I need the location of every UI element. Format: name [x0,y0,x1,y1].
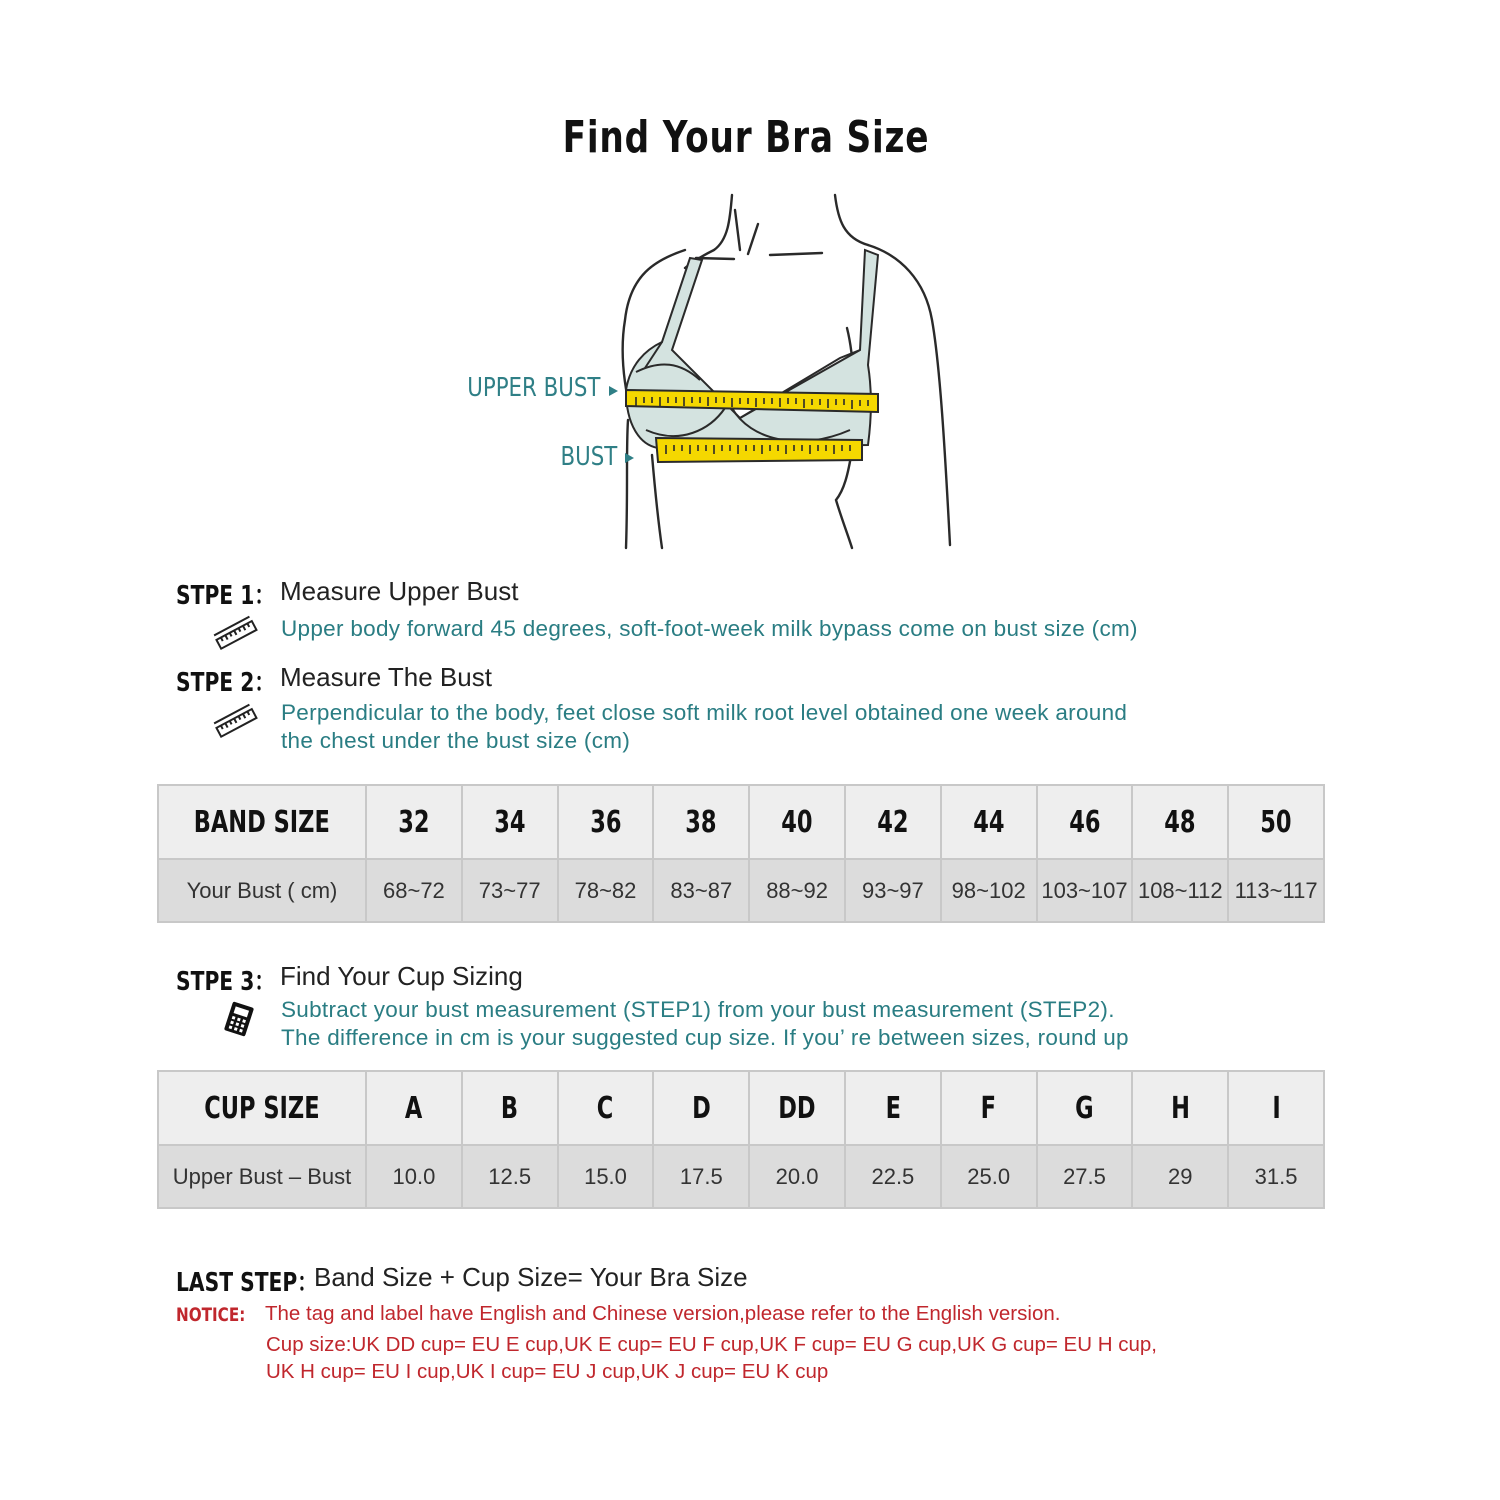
difference-cell: 20.0 [749,1145,845,1208]
step-2-title: Measure The Bust [280,662,492,692]
upper-bust-label: UPPER BUST [466,373,600,403]
step-3-description-line-2: The difference in cm is your suggested cup size. If you’ re between sizes, round up [281,1025,1129,1050]
calculator-icon [220,1000,258,1043]
difference-row-label: Upper Bust – Bust [158,1145,366,1208]
difference-cell: 27.5 [1037,1145,1133,1208]
difference-cell: 17.5 [653,1145,749,1208]
step-3-description-line-1: Subtract your bust measurement (STEP1) from your bust measurement (STEP2). [281,997,1115,1022]
bust-range-cell: 83~87 [653,859,749,922]
step-3-label: STPE 3： [176,967,275,997]
difference-cell: 10.0 [366,1145,462,1208]
bust-range-cell: 108~112 [1132,859,1228,922]
notice-label: NOTICE: [176,1304,246,1326]
step-1-title: Measure Upper Bust [280,576,519,606]
band-size-cell: 32 [366,785,462,859]
band-size-cell: 40 [749,785,845,859]
cup-size-cell: I [1228,1071,1324,1145]
band-size-cell: 46 [1037,785,1133,859]
cup-size-cell: DD [749,1071,845,1145]
step-3-title: Find Your Cup Sizing [280,961,523,991]
cup-size-cell: A [366,1071,462,1145]
last-step-label: LAST STEP： [176,1268,318,1298]
bust-range-cell: 68~72 [366,859,462,922]
difference-cell: 31.5 [1228,1145,1324,1208]
step-2-description-line-2: the chest under the bust size (cm) [281,728,631,753]
band-size-cell: 48 [1132,785,1228,859]
cup-size-cell: B [462,1071,558,1145]
step-1-description: Upper body forward 45 degrees, soft-foot-week milk bypass come on bust size (cm) [281,616,1138,641]
step-2-label: STPE 2： [176,668,275,698]
page-title: Find Your Bra Size [562,112,930,163]
step-2-description-line-1: Perpendicular to the body, feet close soft milk root level obtained one week around [281,700,1128,725]
band-size-table [157,784,1325,923]
band-size-cell: 36 [558,785,654,859]
difference-cell: 25.0 [941,1145,1037,1208]
cup-size-header-row [158,1071,1324,1145]
measurement-illustration [440,190,980,560]
bust-range-cell: 98~102 [941,859,1037,922]
bust-range-cell: 78~82 [558,859,654,922]
band-size-cell: 38 [653,785,749,859]
difference-cell: 29 [1132,1145,1228,1208]
bust-measure-row [158,859,1324,922]
ruler-icon [212,702,260,747]
ruler-icon [212,614,260,659]
bust-range-cell: 93~97 [845,859,941,922]
cup-size-cell: F [941,1071,1037,1145]
band-size-header-label: BAND SIZE [158,785,366,859]
notice-line-1: The tag and label have English and Chinese version,please refer to the English version. [265,1302,1061,1325]
band-size-cell: 44 [941,785,1037,859]
difference-cell: 15.0 [558,1145,654,1208]
bust-label: BUST [560,442,617,472]
bust-row-label: Your Bust ( cm) [158,859,366,922]
band-size-cell: 34 [462,785,558,859]
notice-line-2: Cup size:UK DD cup= EU E cup,UK E cup= EU F cup,UK F cup= EU G cup,UK G cup= EU H cup, [266,1333,1157,1356]
cup-size-table [157,1070,1325,1209]
cup-size-cell: H [1132,1071,1228,1145]
notice-line-3: UK H cup= EU I cup,UK I cup= EU J cup,UK J cup= EU K cup [266,1360,829,1383]
last-step-text: Band Size + Cup Size= Your Bra Size [314,1262,748,1292]
band-size-header-row [158,785,1324,859]
bust-range-cell: 103~107 [1037,859,1133,922]
bust-range-cell: 73~77 [462,859,558,922]
bust-range-cell: 88~92 [749,859,845,922]
cup-size-cell: C [558,1071,654,1145]
cup-size-cell: E [845,1071,941,1145]
step-1-label: STPE 1： [176,581,275,611]
cup-size-header-label: CUP SIZE [158,1071,366,1145]
bust-range-cell: 113~117 [1228,859,1324,922]
cup-size-cell: D [653,1071,749,1145]
difference-cell: 22.5 [845,1145,941,1208]
cup-size-cell: G [1037,1071,1133,1145]
band-size-cell: 42 [845,785,941,859]
band-size-cell: 50 [1228,785,1324,859]
difference-cell: 12.5 [462,1145,558,1208]
difference-row [158,1145,1324,1208]
